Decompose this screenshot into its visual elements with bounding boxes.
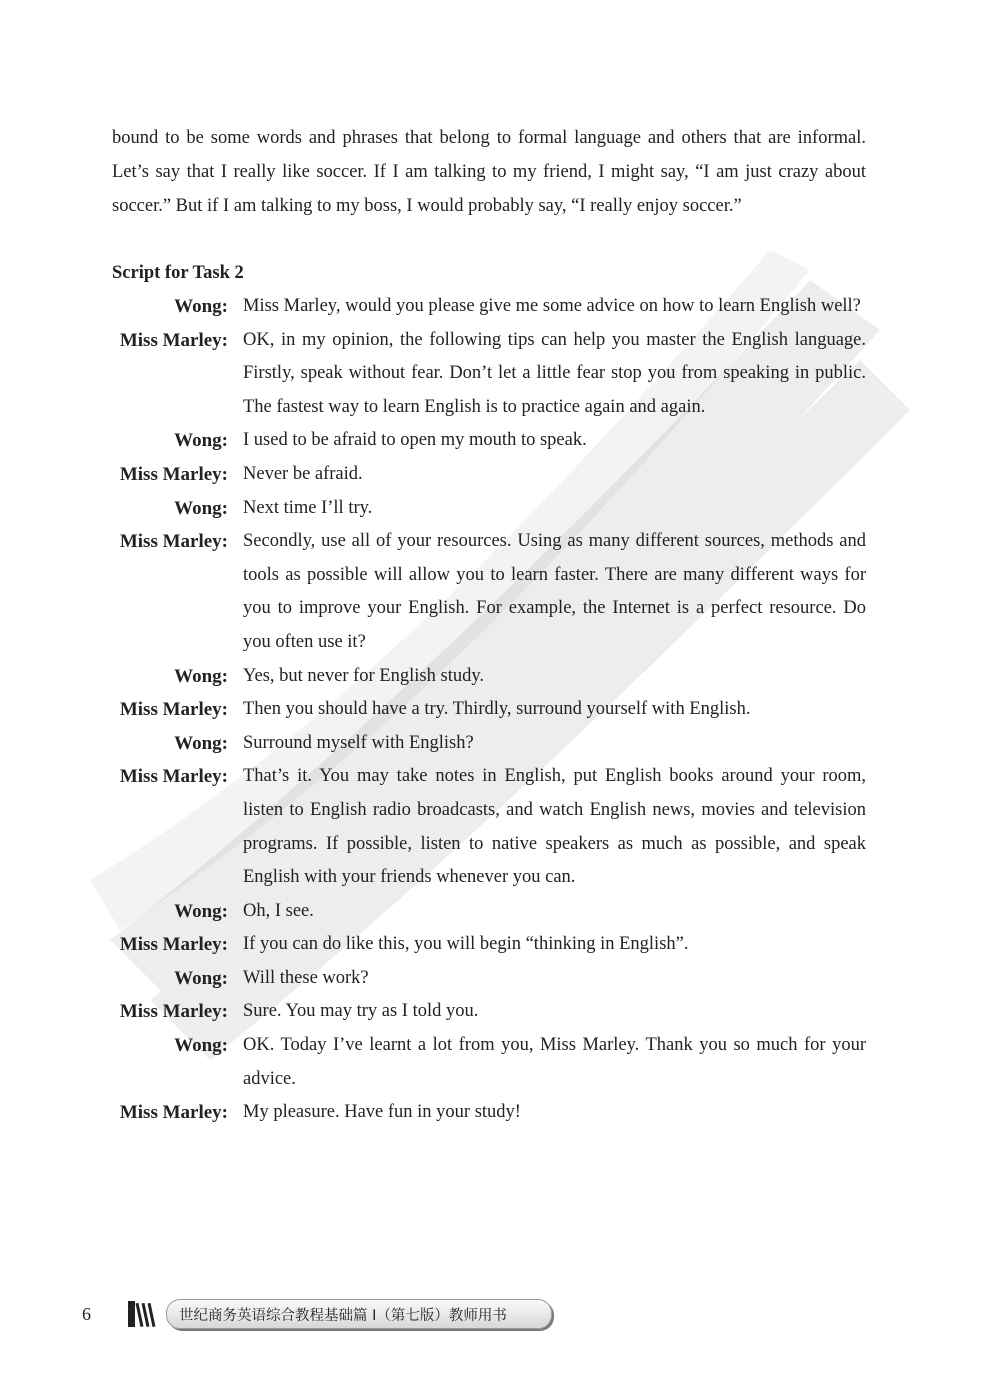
speaker-label: Miss Marley: <box>119 1001 228 1023</box>
dialogue-turn <box>0 492 983 526</box>
speech-text: Surround myself with English? <box>243 732 474 753</box>
speaker-label: Wong: <box>174 497 228 519</box>
dialogue-turn <box>0 660 983 694</box>
dialogue-turn <box>0 458 983 492</box>
dialogue-turn <box>0 760 983 894</box>
dialogue-turn <box>0 1096 983 1130</box>
speech-text: Will these work? <box>243 967 369 988</box>
dialogue-turn <box>0 324 983 425</box>
speech-text: If you can do like this, you will begin “thinking in English”. <box>243 934 689 955</box>
dialogue-turn <box>0 727 983 761</box>
dialogue-turn <box>0 895 983 929</box>
speaker-label: Wong: <box>174 967 228 989</box>
book-title-banner <box>166 1299 552 1329</box>
speech-text: Oh, I see. <box>243 900 314 921</box>
speaker-label: Wong: <box>174 732 228 754</box>
speech-text: Never be afraid. <box>243 463 363 484</box>
speaker-label: Wong: <box>174 430 228 452</box>
speech-text: OK, in my opinion, the following tips can help you master the English language. Firstly, speak without fear. Don’t let a little fear stop you from speaking in public. The fastest way to learn English is to practice again and again. <box>243 329 866 417</box>
dialogue-turn <box>0 525 983 659</box>
speaker-label: Wong: <box>174 900 228 922</box>
dialogue-turn <box>0 995 983 1029</box>
dialogue-turn <box>0 424 983 458</box>
speech-text: Next time I’ll try. <box>243 497 373 518</box>
book-stack-icon <box>126 1299 162 1329</box>
speaker-label: Miss Marley: <box>119 934 228 956</box>
page-number: 6 <box>82 1304 91 1324</box>
speaker-label: Miss Marley: <box>119 463 228 485</box>
dialogue-turn <box>0 928 983 962</box>
dialogue-turn <box>0 290 983 324</box>
speech-text: My pleasure. Have fun in your study! <box>243 1102 521 1123</box>
dialogue-turn <box>0 693 983 727</box>
speaker-label: Wong: <box>174 1035 228 1057</box>
speaker-label: Miss Marley: <box>119 699 228 721</box>
script-heading: Script for Task 2 <box>112 263 244 283</box>
page-footer <box>0 1296 983 1336</box>
speech-text: Yes, but never for English study. <box>243 665 485 686</box>
speech-text: Sure. You may try as I told you. <box>243 1001 479 1022</box>
speech-text: That’s it. You may take notes in English, put English books around your room, listen to English radio broadcasts, and watch English news, movies and television programs. If possible, listen to native speakers as much as possible, and speak English with your friends whenever you can. <box>243 766 866 888</box>
dialogue-turn <box>0 962 983 996</box>
dialogue-turn <box>0 1029 983 1096</box>
intro-text: bound to be some words and phrases that belong to formal language and others that are informal. Let’s say that I really like soccer. If I am talking to my friend, I might say, “I am just crazy about soccer.” But if I am talking to my boss, I would probably say, “I really enjoy soccer.” <box>112 128 866 216</box>
speech-text: Miss Marley, would you please give me some advice on how to learn English well? <box>243 296 861 316</box>
speech-text: Secondly, use all of your resources. Using as many different sources, methods and tools as possible will allow you to learn faster. There are many different ways for you to improve your English. For example, the Internet is a perfect resource. Do you often use it? <box>243 531 866 652</box>
speaker-label: Miss Marley: <box>119 531 228 553</box>
book-title: 世纪商务英语综合教程基础篇 I（第七版）教师用书 <box>179 1308 507 1324</box>
speaker-label: Miss Marley: <box>119 1102 228 1124</box>
intro-paragraph <box>112 122 866 223</box>
speech-text: I used to be afraid to open my mouth to speak. <box>243 430 587 451</box>
speech-text: OK. Today I’ve learnt a lot from you, Miss Marley. Thank you so much for your advice. <box>243 1035 866 1089</box>
speaker-label: Miss Marley: <box>119 766 228 788</box>
speech-text: Then you should have a try. Thirdly, surround yourself with English. <box>243 699 751 720</box>
speaker-label: Wong: <box>174 296 228 317</box>
speaker-label: Wong: <box>174 665 228 687</box>
dialogue <box>0 290 983 1130</box>
speaker-label: Miss Marley: <box>119 329 228 351</box>
